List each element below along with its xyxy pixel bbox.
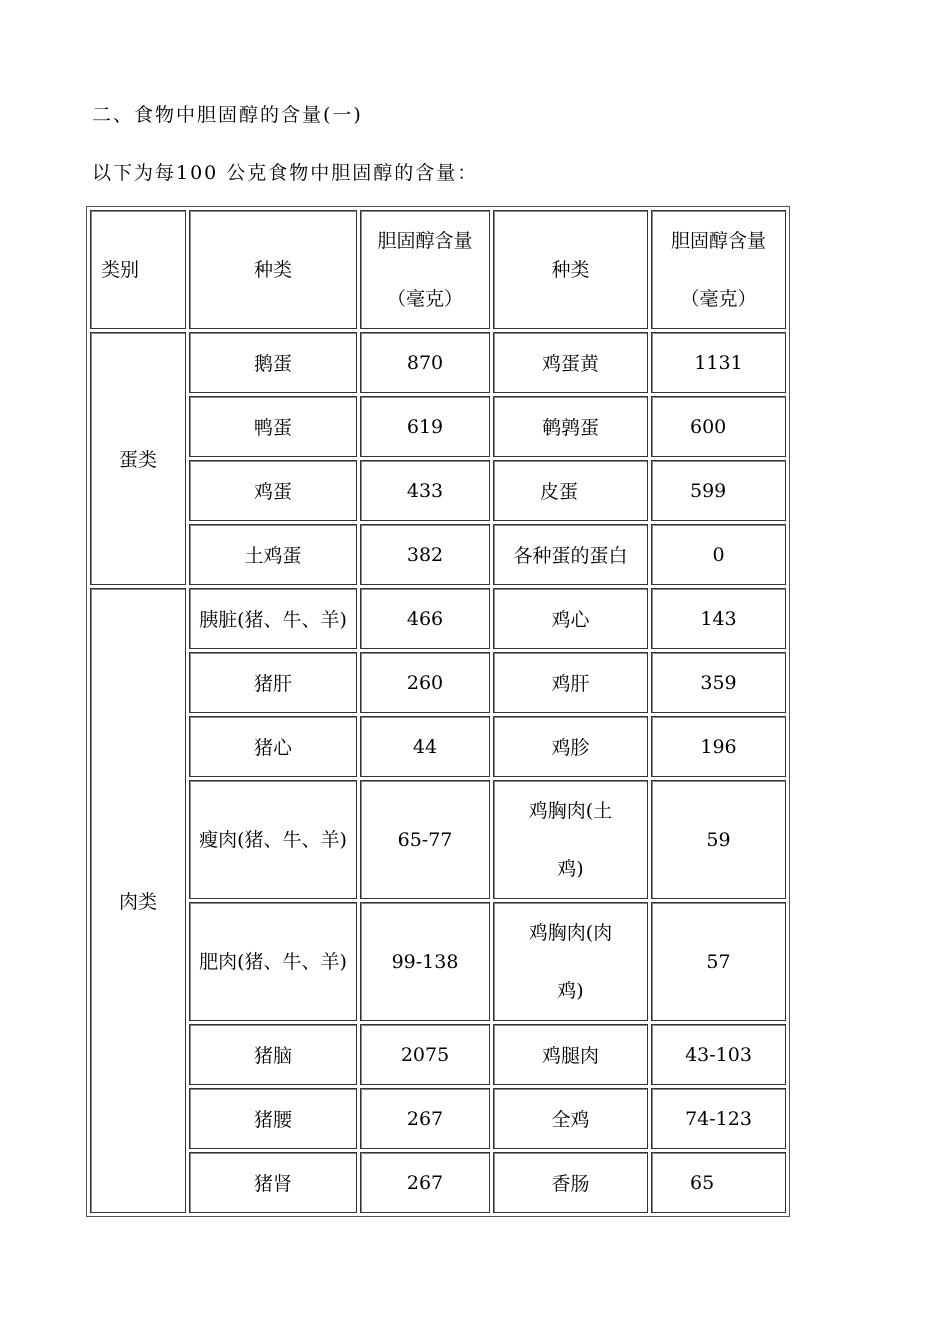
- kind-cell: 胰脏(猪、牛、羊): [189, 588, 357, 649]
- category-meat: 肉类: [90, 588, 186, 1213]
- header-amount-2-line2: （毫克）: [680, 287, 757, 310]
- kind-line1: 鸡胸肉(土: [528, 799, 613, 822]
- kind-cell: 鸡蛋黄: [493, 332, 648, 393]
- kind-cell: 皮蛋: [493, 460, 648, 521]
- kind-cell: 鸡肝: [493, 652, 648, 713]
- kind-cell: 猪脑: [189, 1024, 357, 1085]
- header-amount-2: [651, 210, 786, 329]
- header-amount-2-line1: 胆固醇含量: [670, 229, 766, 252]
- kind-cell: 猪肾: [189, 1152, 357, 1213]
- value-cell: 359: [651, 652, 786, 713]
- kind-cell: 鸭蛋: [189, 396, 357, 457]
- kind-line1: 鸡胸肉(肉: [528, 921, 613, 944]
- category-egg: 蛋类: [90, 332, 186, 585]
- kind-cell: 鹅蛋: [189, 332, 357, 393]
- section-heading: 二、食物中胆固醇的含量(一): [92, 104, 363, 126]
- header-amount-1: [360, 210, 490, 329]
- kind-cell: 猪肝: [189, 652, 357, 713]
- kind-cell: 土鸡蛋: [189, 524, 357, 585]
- table-row: [90, 652, 786, 713]
- value-cell: 260: [360, 652, 490, 713]
- table-row: [90, 460, 786, 521]
- header-kind-1: 种类: [189, 210, 357, 329]
- kind-cell: 猪心: [189, 716, 357, 777]
- header-amount-1-line2: （毫克）: [386, 287, 463, 310]
- kind-cell: 各种蛋的蛋白: [493, 524, 648, 585]
- table-row: [90, 524, 786, 585]
- value-cell: 433: [360, 460, 490, 521]
- value-cell: 59: [651, 780, 786, 899]
- value-cell: 65: [651, 1152, 786, 1213]
- table-row: [90, 1152, 786, 1213]
- intro-text: 以下为每100 公克食物中胆固醇的含量：: [92, 162, 479, 184]
- value-cell: 619: [360, 396, 490, 457]
- kind-cell: 鸡蛋: [189, 460, 357, 521]
- table-row: [90, 1024, 786, 1085]
- kind-cell: 瘦肉(猪、牛、羊): [189, 780, 357, 899]
- kind-cell: 香肠: [493, 1152, 648, 1213]
- kind-line2: 鸡): [557, 979, 584, 1002]
- value-cell: 267: [360, 1152, 490, 1213]
- kind-cell: 肥肉(猪、牛、羊): [189, 902, 357, 1021]
- kind-line2: 鸡): [557, 857, 584, 880]
- kind-cell: [493, 780, 648, 899]
- kind-cell: 鸡心: [493, 588, 648, 649]
- value-cell: 65-77: [360, 780, 490, 899]
- table-row: [90, 588, 786, 649]
- value-cell: 2075: [360, 1024, 490, 1085]
- value-cell: 74-123: [651, 1088, 786, 1149]
- value-cell: 466: [360, 588, 490, 649]
- table-header-row: [90, 210, 786, 329]
- value-cell: 0: [651, 524, 786, 585]
- table-row: [90, 1088, 786, 1149]
- cholesterol-table-wrapper: [86, 206, 790, 1217]
- value-cell: 44: [360, 716, 490, 777]
- value-cell: 870: [360, 332, 490, 393]
- value-cell: 600: [651, 396, 786, 457]
- value-cell: 267: [360, 1088, 490, 1149]
- value-cell: 99-138: [360, 902, 490, 1021]
- value-cell: 599: [651, 460, 786, 521]
- value-cell: 143: [651, 588, 786, 649]
- cholesterol-table: [86, 206, 790, 1217]
- kind-cell: 全鸡: [493, 1088, 648, 1149]
- value-cell: 382: [360, 524, 490, 585]
- header-kind-2: 种类: [493, 210, 648, 329]
- table-row: [90, 902, 786, 1021]
- value-cell: 1131: [651, 332, 786, 393]
- kind-cell: [493, 902, 648, 1021]
- table-row: [90, 716, 786, 777]
- header-amount-1-line1: 胆固醇含量: [377, 229, 473, 252]
- kind-cell: 猪腰: [189, 1088, 357, 1149]
- value-cell: 43-103: [651, 1024, 786, 1085]
- value-cell: 57: [651, 902, 786, 1021]
- table-row: [90, 780, 786, 899]
- table-row: [90, 396, 786, 457]
- kind-cell: 鸡胗: [493, 716, 648, 777]
- value-cell: 196: [651, 716, 786, 777]
- kind-cell: 鹌鹑蛋: [493, 396, 648, 457]
- table-row: [90, 332, 786, 393]
- kind-cell: 鸡腿肉: [493, 1024, 648, 1085]
- header-category: 类别: [90, 210, 186, 329]
